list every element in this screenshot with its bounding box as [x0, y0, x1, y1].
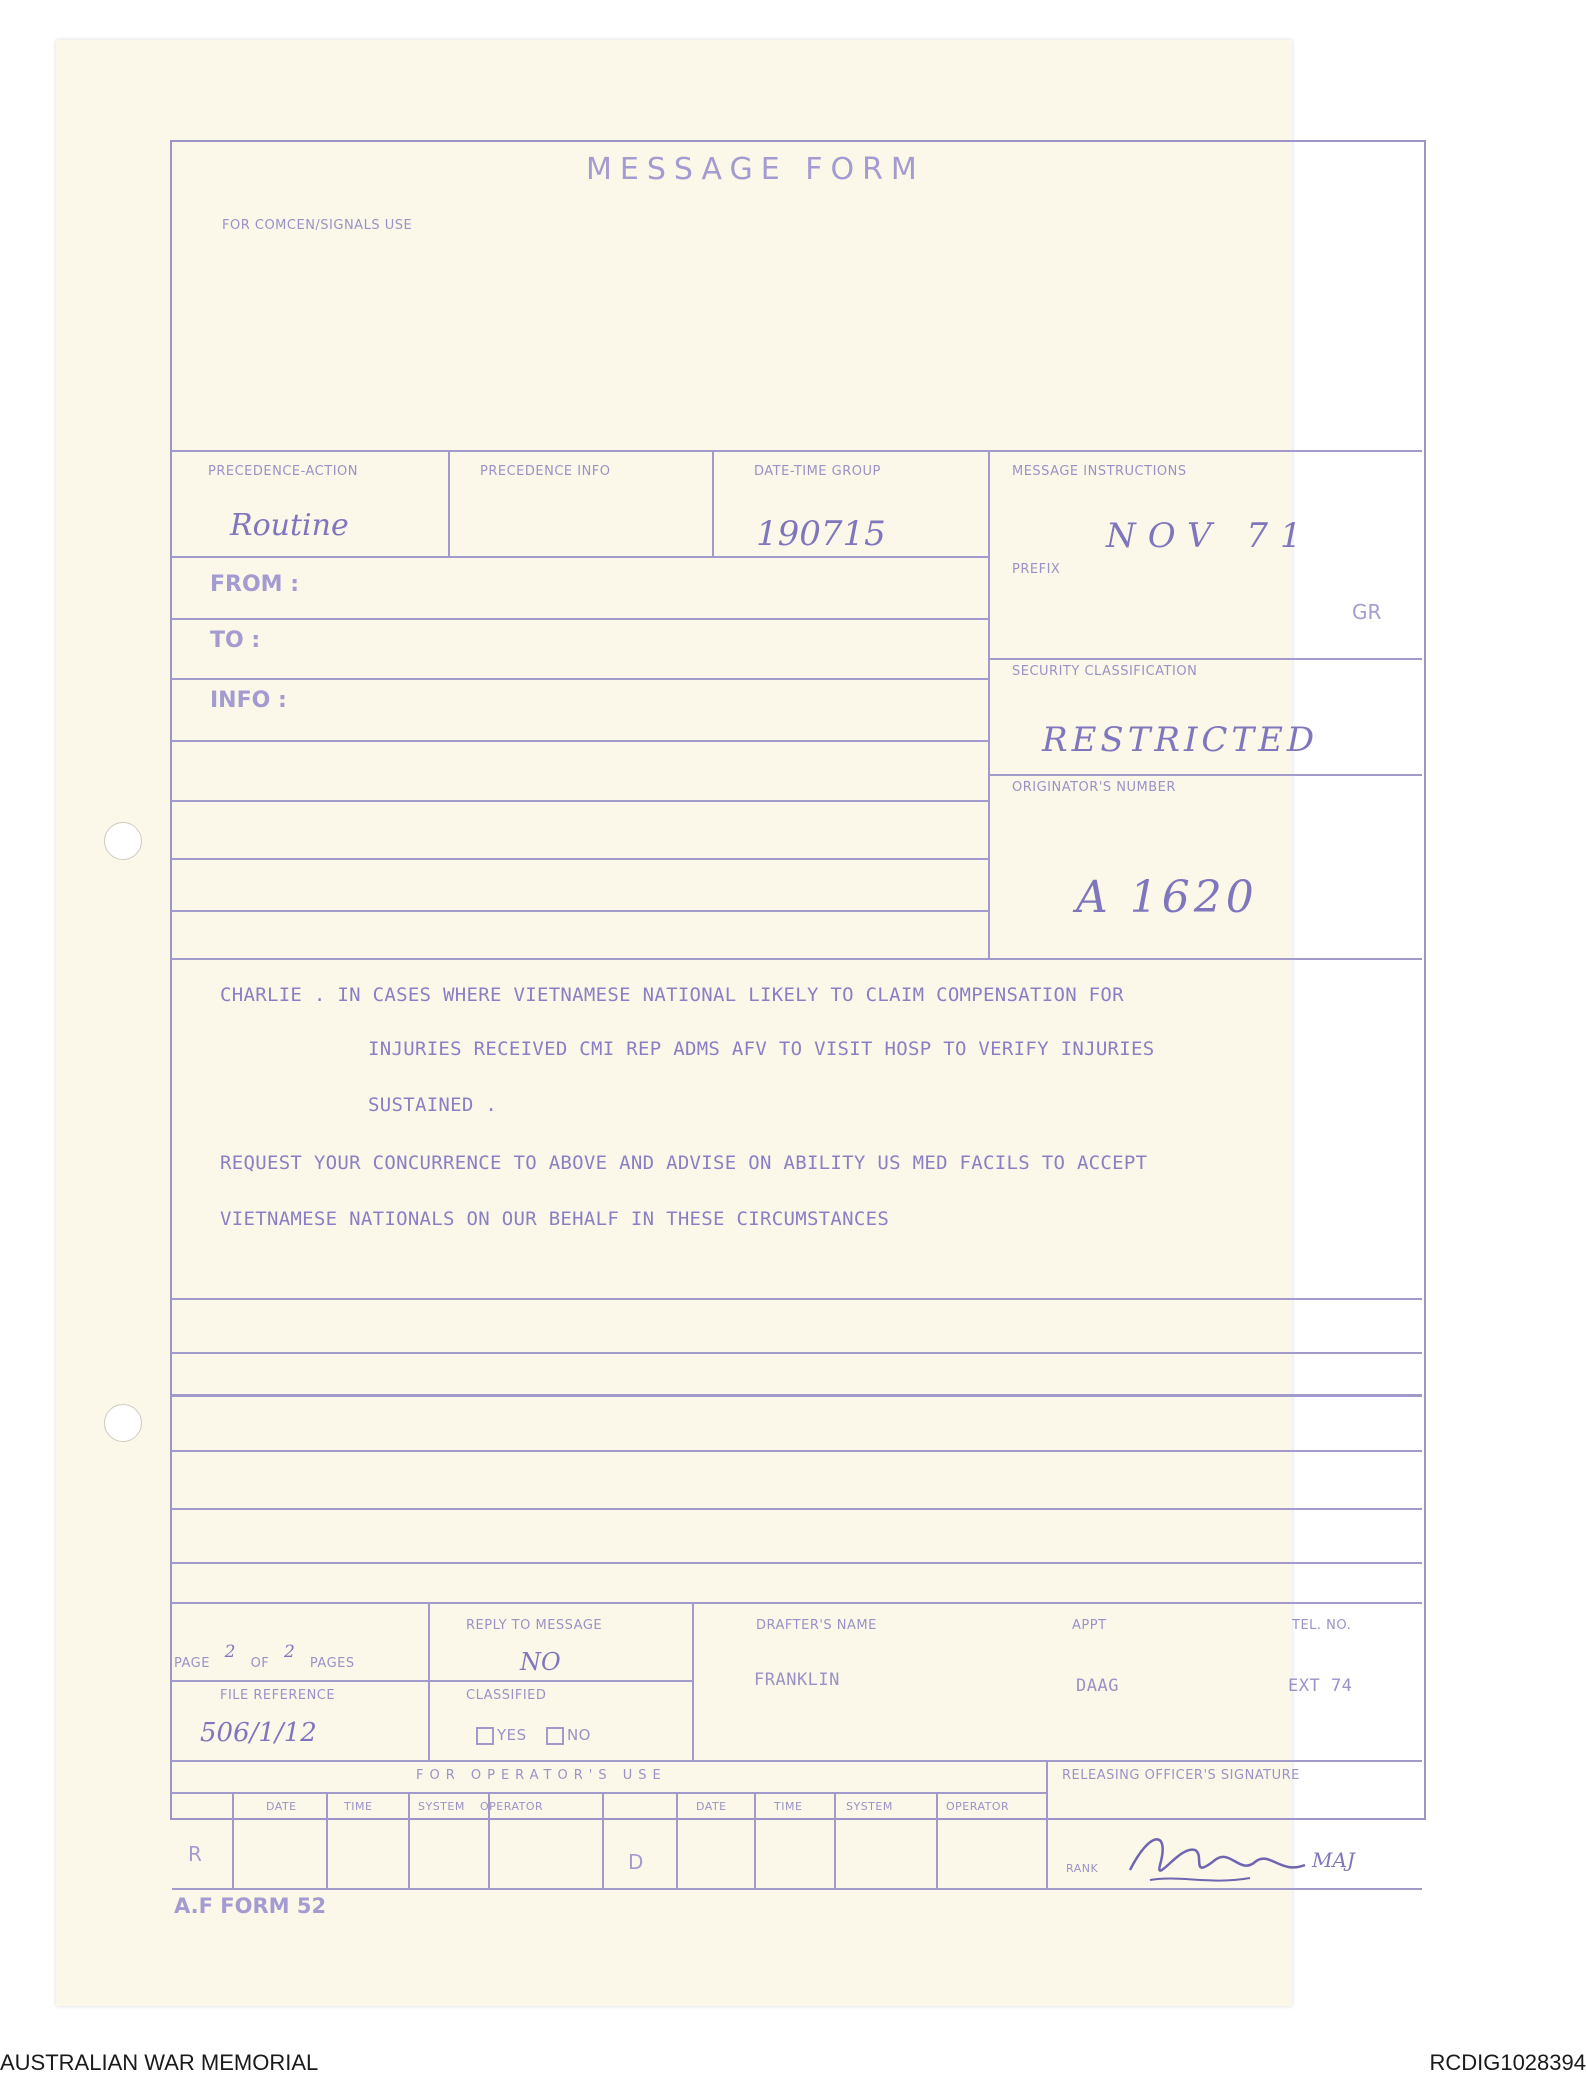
file-ref-label: FILE REFERENCE: [220, 1688, 336, 1703]
file-ref-value: 506/1/12: [200, 1718, 317, 1748]
precedence-info-label: PRECEDENCE INFO: [480, 464, 611, 479]
pages-word: PAGES: [309, 1656, 355, 1671]
prefix-label: PREFIX: [1012, 562, 1061, 577]
from-label: FROM :: [210, 572, 300, 597]
rank-value: MAJ: [1312, 1848, 1355, 1872]
form-title: MESSAGE FORM: [586, 152, 925, 187]
message-line-3: SUSTAINED .: [368, 1094, 498, 1116]
appt-label: APPT: [1072, 1618, 1107, 1633]
operator-use-label: FOR OPERATOR'S USE: [416, 1768, 667, 1783]
pages-number: 2: [283, 1642, 296, 1662]
info-label: INFO :: [210, 688, 287, 713]
footer-right: RCDIG1028394: [1429, 2050, 1586, 2075]
drafter-value: FRANKLIN: [754, 1670, 840, 1690]
punch-hole-bottom: [104, 1404, 142, 1442]
message-form-sheet: [56, 40, 1382, 2006]
col-time-1: TIME: [344, 1800, 373, 1813]
instructions-label: MESSAGE INSTRUCTIONS: [1012, 464, 1187, 479]
precedence-action-value: Routine: [230, 508, 349, 543]
to-label: TO :: [210, 628, 261, 653]
releasing-label: RELEASING OFFICER'S SIGNATURE: [1062, 1768, 1300, 1783]
tel-value: EXT 74: [1288, 1676, 1353, 1696]
no-label: NO: [566, 1726, 591, 1744]
classified-options: [476, 1726, 591, 1745]
tel-label: TEL. NO.: [1292, 1618, 1352, 1633]
yes-label: YES: [497, 1726, 527, 1744]
r-label: R: [188, 1842, 202, 1866]
reply-value: NO: [520, 1648, 561, 1676]
col-operator-2: OPERATOR: [946, 1800, 1010, 1813]
originator-value: A 1620: [1076, 872, 1258, 923]
originator-label: ORIGINATOR'S NUMBER: [1012, 780, 1176, 795]
instructions-value: NOV 71: [1106, 516, 1314, 556]
col-date-2: DATE: [696, 1800, 727, 1813]
comcen-label: FOR COMCEN/SIGNALS USE: [222, 218, 413, 233]
drafter-label: DRAFTER'S NAME: [756, 1618, 877, 1633]
no-checkbox: [546, 1727, 564, 1745]
form-border: [170, 140, 1426, 1820]
col-time-2: TIME: [774, 1800, 803, 1813]
dtg-label: DATE-TIME GROUP: [754, 464, 881, 479]
footer-left: AUSTRALIAN WAR MEMORIAL: [0, 2050, 319, 2075]
security-label: SECURITY CLASSIFICATION: [1012, 664, 1198, 679]
col-date-1: DATE: [266, 1800, 297, 1813]
rank-label: RANK: [1066, 1862, 1099, 1875]
security-value: RESTRICTED: [1042, 720, 1319, 760]
message-line-4: REQUEST YOUR CONCURRENCE TO ABOVE AND ADVISE ON ABILITY US MED FACILS TO ACCEPT: [220, 1152, 1148, 1174]
signature-image: [1120, 1820, 1320, 1900]
punch-hole-top: [104, 822, 142, 860]
precedence-action-label: PRECEDENCE-ACTION: [208, 464, 358, 479]
col-system-1: SYSTEM: [418, 1800, 465, 1813]
reply-label: REPLY TO MESSAGE: [466, 1618, 603, 1633]
message-line-5: VIETNAMESE NATIONALS ON OUR BEHALF IN THESE CIRCUMSTANCES: [220, 1208, 890, 1230]
col-operator-1: OPERATOR: [480, 1800, 544, 1813]
form-number: A.F FORM 52: [174, 1894, 327, 1918]
of-word: OF: [250, 1656, 270, 1671]
d-label: D: [628, 1850, 644, 1874]
page-label: [174, 1642, 355, 1672]
yes-checkbox: [476, 1727, 494, 1745]
prefix-value: GR: [1352, 600, 1382, 624]
dtg-value: 190715: [756, 514, 886, 554]
classified-label: CLASSIFIED: [466, 1688, 547, 1703]
message-line-2: INJURIES RECEIVED CMI REP ADMS AFV TO VISIT HOSP TO VERIFY INJURIES: [368, 1038, 1155, 1060]
message-line-1: CHARLIE . IN CASES WHERE VIETNAMESE NATIONAL LIKELY TO CLAIM COMPENSATION FOR: [220, 984, 1124, 1006]
page-word: PAGE: [174, 1656, 210, 1671]
col-system-2: SYSTEM: [846, 1800, 893, 1813]
page-number: 2: [224, 1642, 236, 1662]
appt-value: DAAG: [1076, 1676, 1119, 1696]
